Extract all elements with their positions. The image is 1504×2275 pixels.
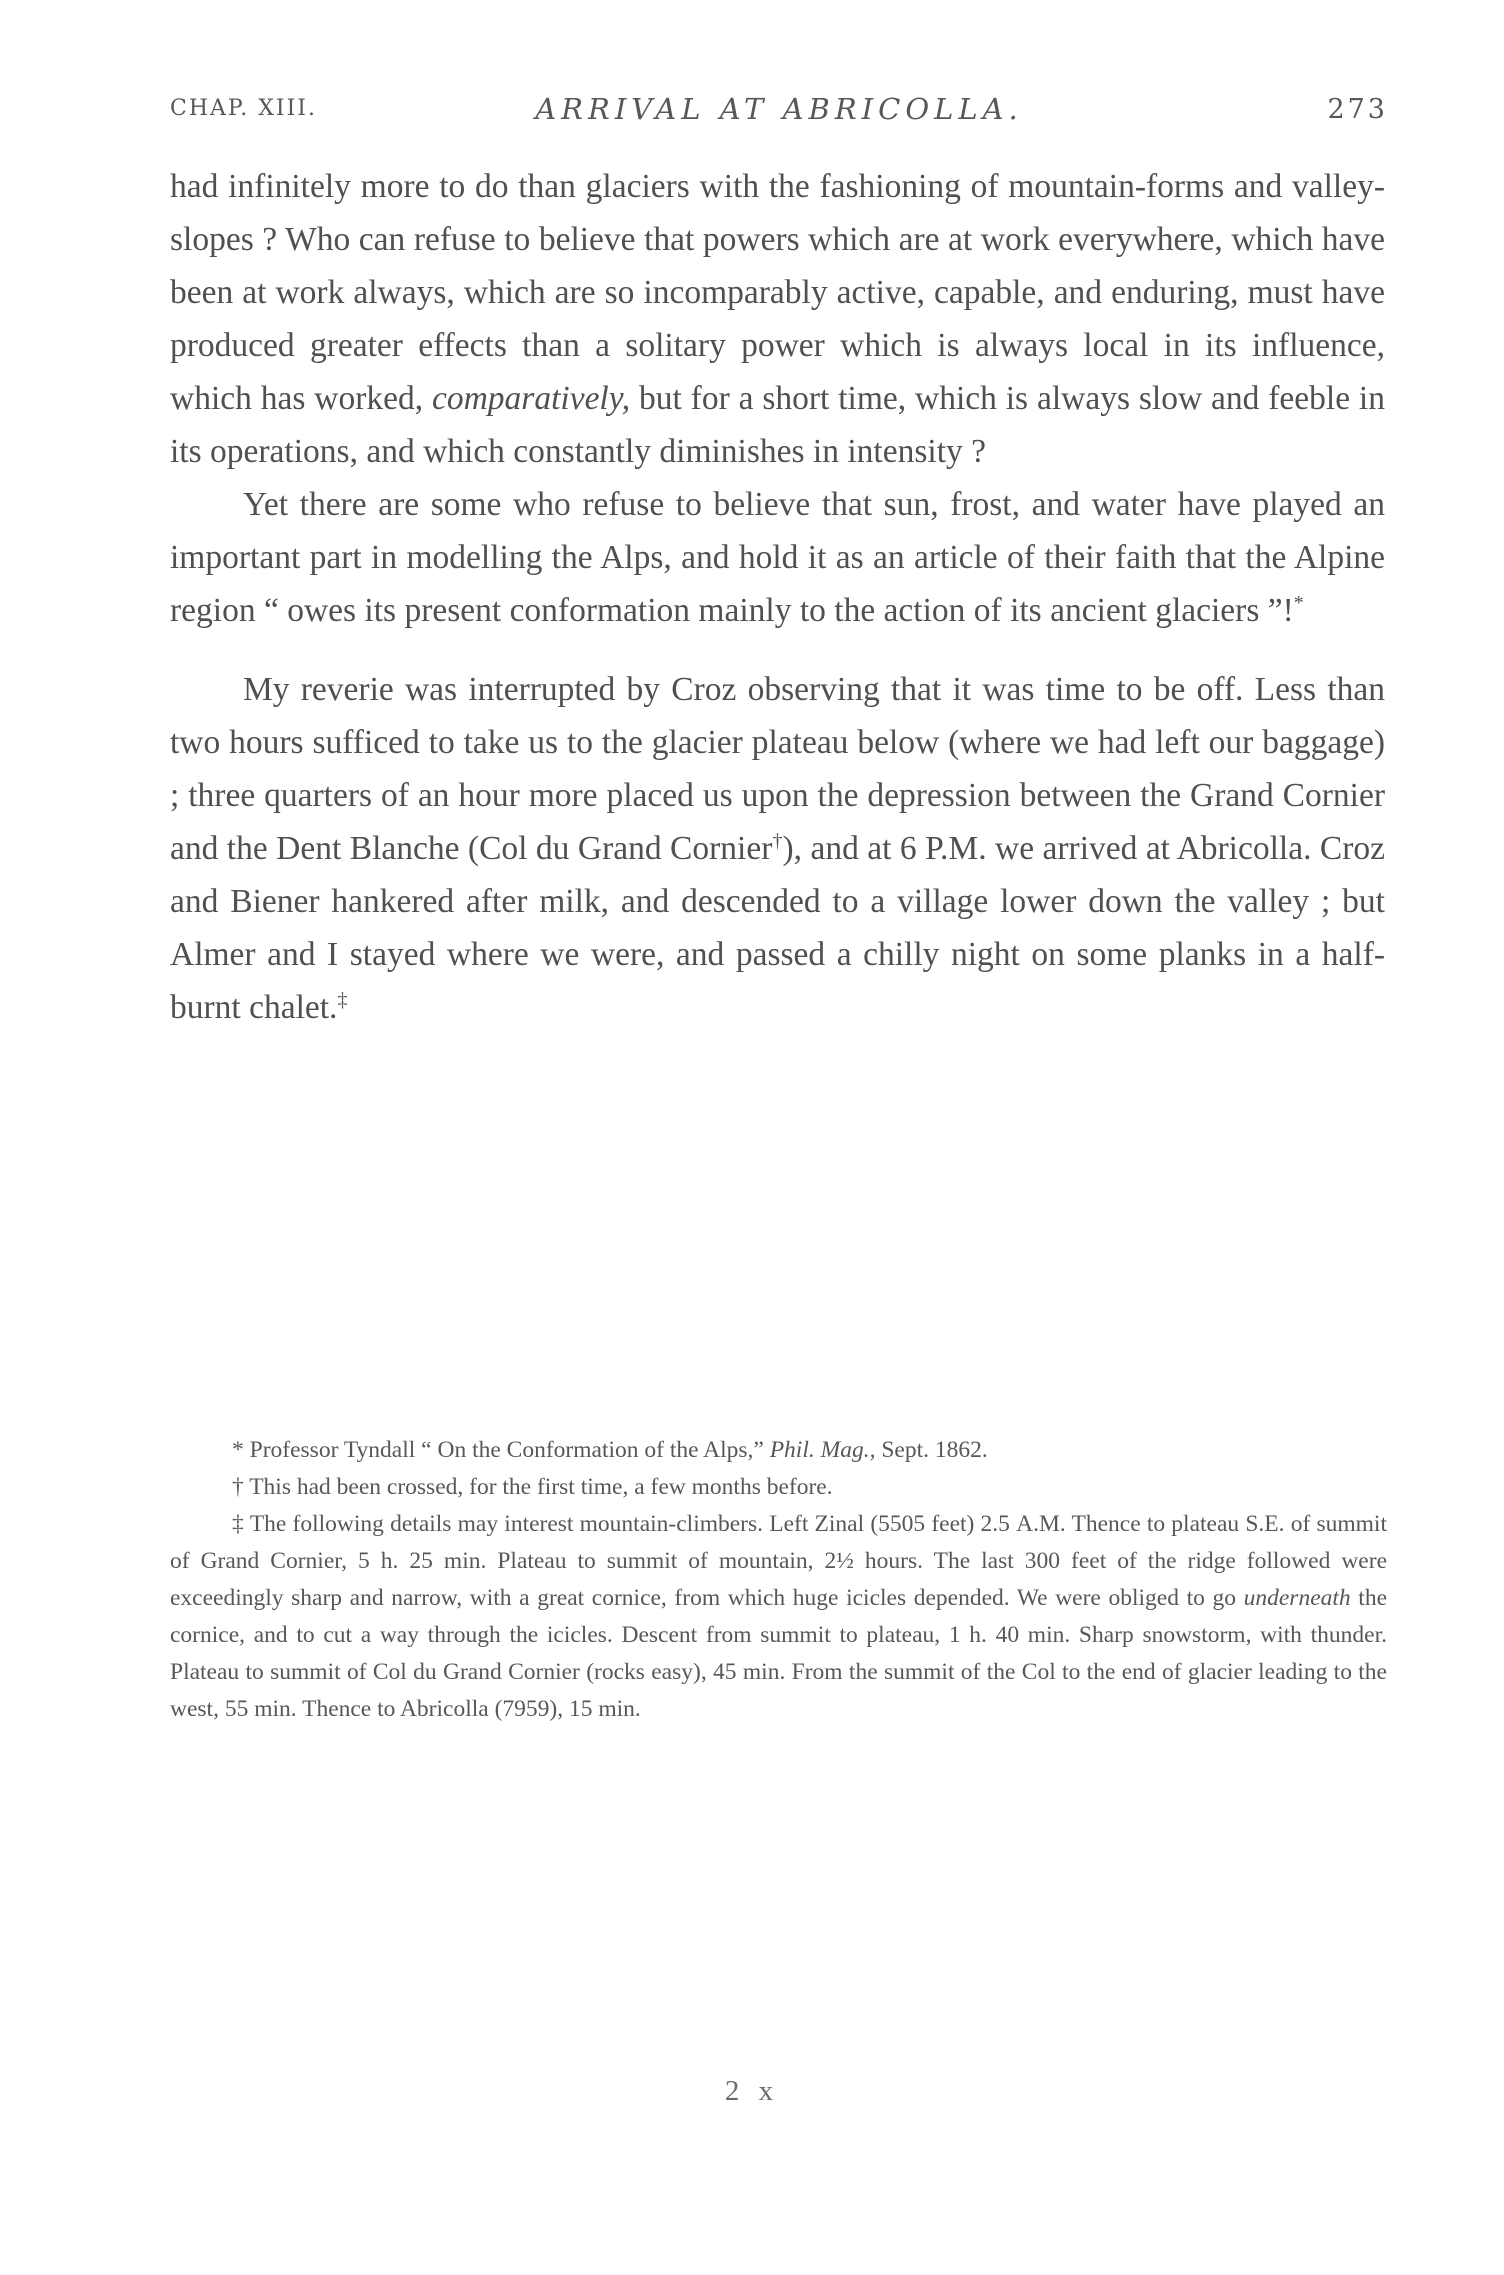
footnote-1	[170, 1432, 1387, 1469]
p1-text-b: but for a short time, which is always slow and feeble in its operations, and which constantly diminishes in intensity ?	[170, 380, 1385, 470]
fn3-text-b: Thence to plateau S.E. of summit of Grand Cornier, 5 h. 25 min. Plateau to summit of mountain, 2½ hours. The last 300 feet of the ridge followed were exceedingly sharp and narrow, with a great cornice, from which huge icicles depended. We were obliged to go	[170, 1511, 1387, 1611]
paragraph-1	[170, 160, 1385, 478]
p3-text-a: My reverie was interrupted by Croz observing that it was time to be off. Less than two hours sufficed to take us to the glacier plateau below (where we had left our baggage) ; three quarters of an hour more placed us upon the depression between the Grand Cornier and the Dent Blanche (Col du Grand Cornier	[170, 671, 1385, 867]
p2-text: Yet there are some who refuse to believe that sun, frost, and water have played an important part in modelling the Alps, and hold it as an article of their faith that the Alpine region “ owes its present conformation mainly to the action of its ancient glaciers ”!	[170, 486, 1385, 629]
fn3-time-am: A.M.	[1016, 1511, 1066, 1537]
footnote-ref-asterisk: *	[1293, 591, 1304, 614]
signature-mark: 2 x	[724, 2075, 780, 2107]
fn1-italic-journal: Phil. Mag.,	[769, 1437, 876, 1463]
footnote-ref-dagger: †	[772, 829, 783, 852]
footnote-2	[170, 1469, 1387, 1506]
body-text	[170, 160, 1385, 1034]
running-header	[170, 92, 1388, 132]
p1-text-a: had infinitely more to do than glaciers with the fashioning of mountain-forms and valley-slopes ? Who can refuse to believe that powers which are at work everywhere, which have been at work always, which are so incomparably active, capable, and enduring, must have produced greater effects than a solitary power which is always local in its influence, which has worked,	[170, 168, 1385, 417]
p3-text-b: ), and at 6	[782, 830, 926, 867]
paragraph-2	[170, 478, 1385, 637]
paragraph-3	[170, 663, 1385, 1034]
footnote-ref-double-dagger: ‡	[337, 988, 348, 1011]
footnotes	[170, 1432, 1387, 1728]
p1-italic-comparatively: comparatively,	[431, 380, 631, 417]
fn3-text-c: the cornice, and to cut a way through the icicles. Descent from summit to plateau, 1 h. 40 min. Sharp snowstorm, with thunder. Plateau to summit of Col du Grand Cornier (rocks easy), 45 min. From the summit of the Col to the end of glacier leading to the west, 55 min. Thence to Abricolla (7959), 15 min.	[170, 1585, 1388, 1722]
running-title: ARRIVAL AT ABRICOLLA.	[535, 92, 1023, 126]
page-number: 273	[1327, 94, 1388, 125]
fn3-text-a: ‡ The following details may interest mountain-climbers. Left Zinal (5505 feet) 2.5	[232, 1511, 1017, 1537]
fn1-text-a: * Professor Tyndall “ On the Conformation of the Alps,”	[232, 1437, 770, 1463]
chapter-label: CHAP. XIII.	[170, 96, 317, 121]
p3-time-pm: P.M.	[925, 830, 987, 867]
fn1-text-b: Sept. 1862.	[875, 1437, 988, 1463]
footnote-3	[170, 1506, 1387, 1728]
fn3-italic-underneath: underneath	[1243, 1585, 1351, 1611]
fn2-text: † This had been crossed, for the first time, a few months before.	[232, 1474, 833, 1500]
p3-text-c: we arrived at Abricolla. Croz and Biener hankered after milk, and descended to a village lower down the valley ; but Almer and I stayed where we were, and passed a chilly night on some planks in a half-burnt chalet.	[170, 830, 1386, 1026]
